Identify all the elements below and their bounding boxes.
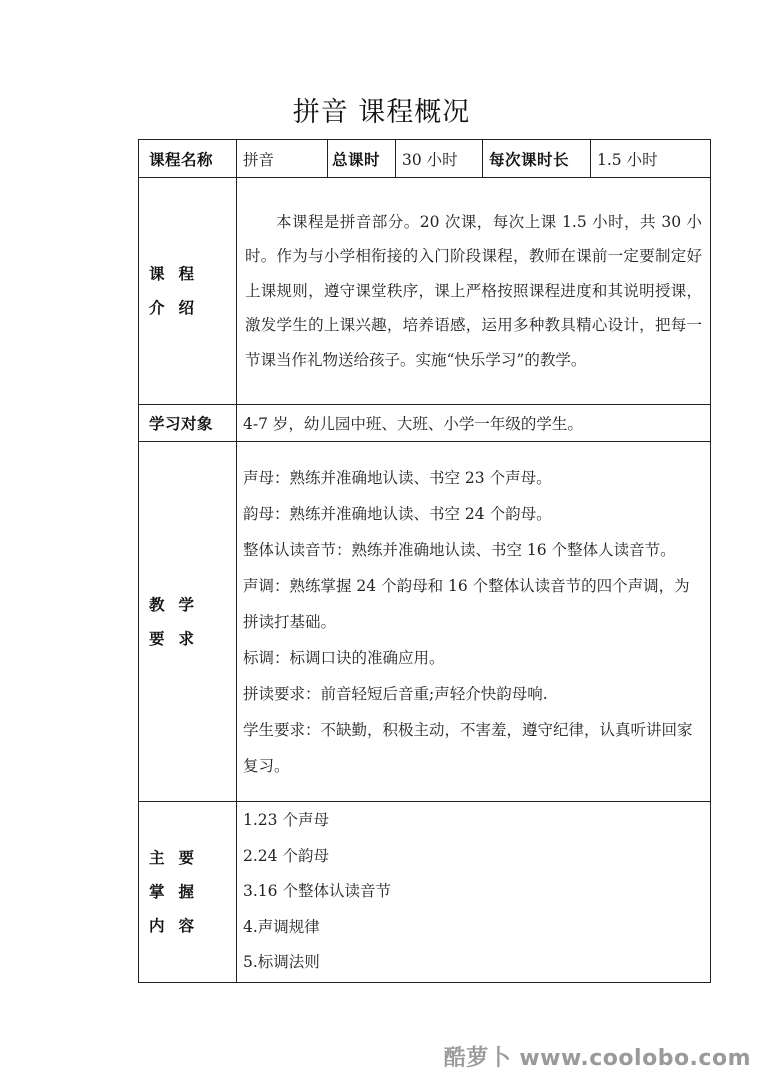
session-length-label: 每次课时长 (483, 140, 591, 178)
contents-list (237, 802, 711, 983)
requirement-item: 声母：熟练并准确地认读、书空 23 个声母。 (243, 468, 552, 487)
requirement-item: 整体认读音节：熟练并准确地认读、书空 16 个整体人读音节。 (243, 540, 676, 559)
contents-label-line1: 主要 (149, 849, 209, 867)
watermark-logo: 酷萝卜 www.coolobo.com (443, 1046, 751, 1071)
contents-label-line3: 内容 (149, 917, 209, 935)
requirement-item: 韵母：熟练并准确地认读、书空 24 个韵母。 (243, 504, 552, 523)
session-length-value: 1.5 小时 (591, 140, 711, 178)
content-item: 2.24 个韵母 (243, 846, 329, 865)
intro-label-line1: 课程 (149, 265, 209, 283)
requirement-item: 拼读要求：前音轻短后音重;声轻介快韵母响. (243, 684, 548, 703)
course-name-value: 拼音 (237, 140, 328, 178)
requirement-item: 标调：标调口诀的准确应用。 (243, 648, 445, 667)
contents-label-line2: 掌握 (149, 883, 209, 901)
page-title: 拼音 课程概况 (292, 97, 471, 128)
requirement-item: 学生要求：不缺勤，积极主动，不害羞，遵守纪律，认真听讲回家复习。 (243, 720, 693, 775)
intro-text: 本课程是拼音部分。20 次课，每次上课 1.5 小时，共 30 小时。作为与小学相衔接的入门阶段课程，教师在课前一定要制定好上课规则，遵守课堂秩序，课上严格按照课程进度和其说明授课，激发学生的上课兴趣，培养语感，运用多种教具精心设计，把每一节课当作礼物送给孩子。实施“快乐学习”的教学。 (245, 212, 702, 369)
intro-row (139, 178, 711, 405)
requirements-label (139, 442, 237, 802)
content-item: 3.16 个整体认读音节 (243, 882, 391, 901)
content-item: 1.23 个声母 (243, 811, 329, 830)
requirements-list (237, 442, 711, 802)
audience-label: 学习对象 (139, 405, 237, 442)
requirements-row (139, 442, 711, 802)
total-hours-value: 30 小时 (396, 140, 483, 178)
course-name-label: 课程名称 (139, 140, 237, 178)
requirements-label-line2: 要求 (149, 629, 209, 648)
content-item: 4.声调规律 (243, 917, 320, 936)
content-item: 5.标调法则 (243, 953, 320, 972)
intro-text-cell (237, 178, 711, 405)
requirement-item: 声调：熟练掌握 24 个韵母和 16 个整体认读音节的四个声调，为拼读打基础。 (243, 576, 690, 631)
audience-row (139, 405, 711, 442)
contents-row (139, 802, 711, 983)
total-hours-label: 总课时 (328, 140, 396, 178)
intro-label (139, 178, 237, 405)
course-overview-table (138, 139, 711, 983)
course-info-row (139, 140, 711, 178)
contents-label (139, 802, 237, 983)
audience-value: 4-7 岁，幼儿园中班、大班、小学一年级的学生。 (237, 405, 711, 442)
intro-label-line2: 介绍 (149, 299, 209, 317)
requirements-label-line1: 教学 (149, 595, 209, 614)
